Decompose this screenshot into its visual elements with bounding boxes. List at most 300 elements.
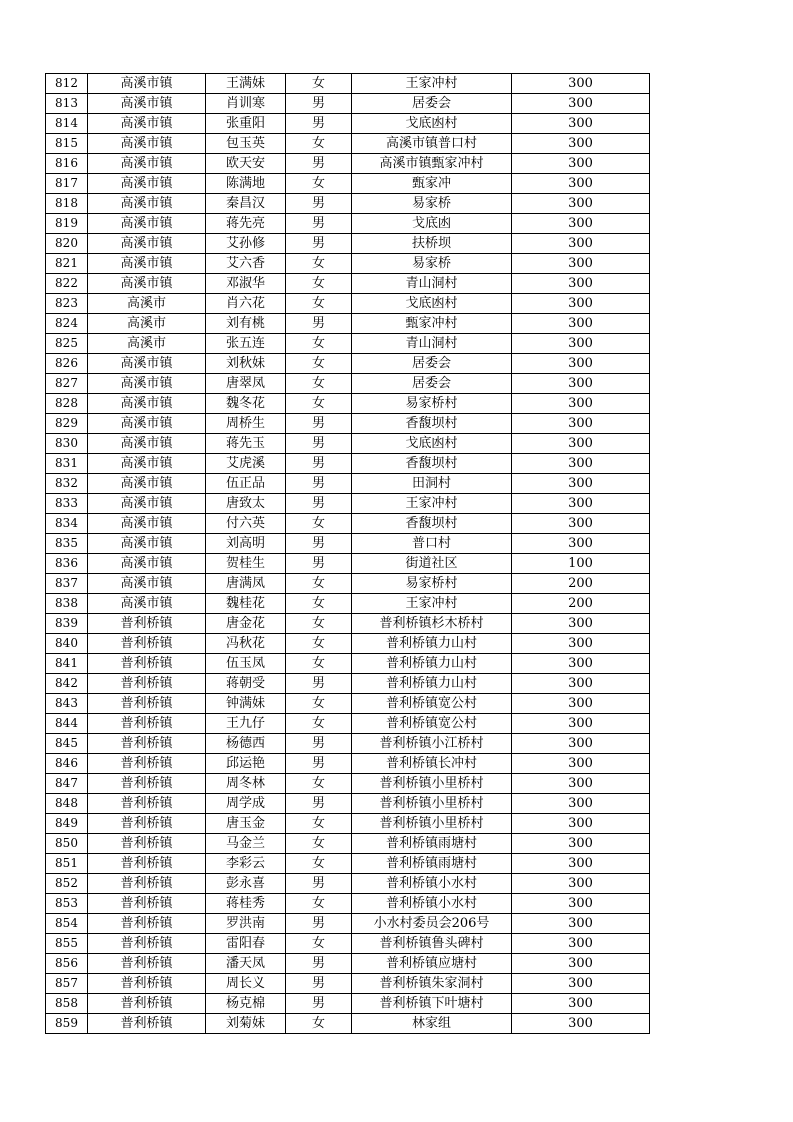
township-cell: 高溪市镇 [88, 254, 206, 274]
address-cell: 居委会 [352, 374, 512, 394]
address-cell: 甄家冲 [352, 174, 512, 194]
row-number-cell: 833 [46, 494, 88, 514]
amount-cell: 300 [512, 354, 650, 374]
amount-cell: 300 [512, 74, 650, 94]
gender-cell: 女 [286, 174, 352, 194]
row-number-cell: 834 [46, 514, 88, 534]
table-row [46, 414, 650, 434]
name-cell: 周长义 [206, 974, 286, 994]
township-cell: 高溪市镇 [88, 234, 206, 254]
gender-cell: 男 [286, 234, 352, 254]
gender-cell: 男 [286, 154, 352, 174]
township-cell: 普利桥镇 [88, 1014, 206, 1034]
gender-cell: 男 [286, 974, 352, 994]
table-row [46, 654, 650, 674]
address-cell: 易家桥 [352, 254, 512, 274]
row-number-cell: 857 [46, 974, 88, 994]
name-cell: 欧天安 [206, 154, 286, 174]
amount-cell: 300 [512, 994, 650, 1014]
township-cell: 高溪市镇 [88, 494, 206, 514]
address-cell: 戈底凼 [352, 214, 512, 234]
gender-cell: 女 [286, 354, 352, 374]
name-cell: 潘天凤 [206, 954, 286, 974]
address-cell: 普利桥镇长冲村 [352, 754, 512, 774]
row-number-cell: 820 [46, 234, 88, 254]
township-cell: 普利桥镇 [88, 914, 206, 934]
gender-cell: 男 [286, 494, 352, 514]
name-cell: 张重阳 [206, 114, 286, 134]
amount-cell: 300 [512, 734, 650, 754]
table-row [46, 794, 650, 814]
address-cell: 普利桥镇雨塘村 [352, 854, 512, 874]
row-number-cell: 837 [46, 574, 88, 594]
address-cell: 高溪市镇普口村 [352, 134, 512, 154]
address-cell: 普利桥镇宽公村 [352, 694, 512, 714]
row-number-cell: 850 [46, 834, 88, 854]
table-row [46, 1014, 650, 1034]
township-cell: 普利桥镇 [88, 634, 206, 654]
table-body [46, 74, 650, 1034]
township-cell: 普利桥镇 [88, 714, 206, 734]
name-cell: 邱运艳 [206, 754, 286, 774]
name-cell: 蒋桂秀 [206, 894, 286, 914]
row-number-cell: 853 [46, 894, 88, 914]
amount-cell: 300 [512, 954, 650, 974]
gender-cell: 女 [286, 614, 352, 634]
address-cell: 林家组 [352, 1014, 512, 1034]
gender-cell: 女 [286, 74, 352, 94]
amount-cell: 300 [512, 514, 650, 534]
address-cell: 普利桥镇下叶塘村 [352, 994, 512, 1014]
gender-cell: 男 [286, 674, 352, 694]
row-number-cell: 838 [46, 594, 88, 614]
amount-cell: 300 [512, 274, 650, 294]
gender-cell: 女 [286, 254, 352, 274]
name-cell: 周学成 [206, 794, 286, 814]
name-cell: 唐致太 [206, 494, 286, 514]
amount-cell: 300 [512, 974, 650, 994]
name-cell: 冯秋花 [206, 634, 286, 654]
gender-cell: 男 [286, 214, 352, 234]
address-cell: 易家桥 [352, 194, 512, 214]
address-cell: 普利桥镇鲁头碑村 [352, 934, 512, 954]
township-cell: 高溪市镇 [88, 434, 206, 454]
name-cell: 伍玉凤 [206, 654, 286, 674]
township-cell: 普利桥镇 [88, 974, 206, 994]
spreadsheet-page [45, 73, 650, 1034]
address-cell: 甄家冲村 [352, 314, 512, 334]
row-number-cell: 840 [46, 634, 88, 654]
gender-cell: 男 [286, 454, 352, 474]
table-row [46, 734, 650, 754]
name-cell: 伍正品 [206, 474, 286, 494]
township-cell: 高溪市镇 [88, 554, 206, 574]
row-number-cell: 821 [46, 254, 88, 274]
gender-cell: 女 [286, 934, 352, 954]
name-cell: 周桥生 [206, 414, 286, 434]
gender-cell: 男 [286, 794, 352, 814]
gender-cell: 女 [286, 714, 352, 734]
table-row [46, 114, 650, 134]
township-cell: 高溪市镇 [88, 574, 206, 594]
row-number-cell: 819 [46, 214, 88, 234]
table-row [46, 954, 650, 974]
amount-cell: 300 [512, 334, 650, 354]
row-number-cell: 830 [46, 434, 88, 454]
table-row [46, 974, 650, 994]
township-cell: 高溪市镇 [88, 214, 206, 234]
table-row [46, 234, 650, 254]
row-number-cell: 822 [46, 274, 88, 294]
amount-cell: 300 [512, 534, 650, 554]
name-cell: 刘高明 [206, 534, 286, 554]
address-cell: 王家冲村 [352, 494, 512, 514]
address-cell: 易家桥村 [352, 394, 512, 414]
name-cell: 艾虎溪 [206, 454, 286, 474]
township-cell: 普利桥镇 [88, 894, 206, 914]
amount-cell: 300 [512, 894, 650, 914]
name-cell: 蒋先亮 [206, 214, 286, 234]
table-row [46, 554, 650, 574]
amount-cell: 300 [512, 254, 650, 274]
name-cell: 唐金花 [206, 614, 286, 634]
amount-cell: 300 [512, 494, 650, 514]
amount-cell: 300 [512, 814, 650, 834]
township-cell: 高溪市镇 [88, 114, 206, 134]
address-cell: 普利桥镇小水村 [352, 874, 512, 894]
gender-cell: 女 [286, 774, 352, 794]
table-row [46, 454, 650, 474]
table-row [46, 594, 650, 614]
township-cell: 高溪市镇 [88, 414, 206, 434]
address-cell: 王家冲村 [352, 74, 512, 94]
township-cell: 普利桥镇 [88, 614, 206, 634]
gender-cell: 男 [286, 734, 352, 754]
gender-cell: 女 [286, 634, 352, 654]
gender-cell: 女 [286, 334, 352, 354]
row-number-cell: 836 [46, 554, 88, 574]
table-row [46, 754, 650, 774]
amount-cell: 300 [512, 834, 650, 854]
township-cell: 高溪市镇 [88, 394, 206, 414]
row-number-cell: 845 [46, 734, 88, 754]
gender-cell: 男 [286, 114, 352, 134]
gender-cell: 男 [286, 434, 352, 454]
name-cell: 蒋朝受 [206, 674, 286, 694]
name-cell: 贺桂生 [206, 554, 286, 574]
gender-cell: 男 [286, 914, 352, 934]
gender-cell: 女 [286, 594, 352, 614]
gender-cell: 女 [286, 854, 352, 874]
table-row [46, 354, 650, 374]
amount-cell: 300 [512, 914, 650, 934]
address-cell: 高溪市镇甄家冲村 [352, 154, 512, 174]
address-cell: 普利桥镇力山村 [352, 634, 512, 654]
township-cell: 高溪市镇 [88, 194, 206, 214]
township-cell: 普利桥镇 [88, 954, 206, 974]
name-cell: 肖训寒 [206, 94, 286, 114]
row-number-cell: 849 [46, 814, 88, 834]
amount-cell: 300 [512, 154, 650, 174]
township-cell: 普利桥镇 [88, 814, 206, 834]
name-cell: 张五连 [206, 334, 286, 354]
table-row [46, 474, 650, 494]
amount-cell: 100 [512, 554, 650, 574]
amount-cell: 200 [512, 594, 650, 614]
amount-cell: 300 [512, 454, 650, 474]
name-cell: 唐满凤 [206, 574, 286, 594]
amount-cell: 300 [512, 714, 650, 734]
name-cell: 秦昌汉 [206, 194, 286, 214]
table-row [46, 434, 650, 454]
township-cell: 高溪市镇 [88, 534, 206, 554]
name-cell: 周冬林 [206, 774, 286, 794]
address-cell: 戈底凼村 [352, 114, 512, 134]
township-cell: 高溪市镇 [88, 154, 206, 174]
row-number-cell: 827 [46, 374, 88, 394]
amount-cell: 300 [512, 374, 650, 394]
name-cell: 魏冬花 [206, 394, 286, 414]
township-cell: 普利桥镇 [88, 994, 206, 1014]
amount-cell: 300 [512, 674, 650, 694]
gender-cell: 男 [286, 474, 352, 494]
gender-cell: 男 [286, 874, 352, 894]
table-row [46, 854, 650, 874]
name-cell: 肖六花 [206, 294, 286, 314]
amount-cell: 300 [512, 114, 650, 134]
township-cell: 高溪市镇 [88, 474, 206, 494]
table-row [46, 994, 650, 1014]
table-row [46, 314, 650, 334]
address-cell: 普利桥镇小里桥村 [352, 814, 512, 834]
table-row [46, 254, 650, 274]
gender-cell: 女 [286, 274, 352, 294]
row-number-cell: 831 [46, 454, 88, 474]
row-number-cell: 817 [46, 174, 88, 194]
amount-cell: 300 [512, 214, 650, 234]
township-cell: 高溪市镇 [88, 594, 206, 614]
name-cell: 蒋先玉 [206, 434, 286, 454]
address-cell: 普利桥镇小江桥村 [352, 734, 512, 754]
amount-cell: 300 [512, 474, 650, 494]
township-cell: 高溪市镇 [88, 374, 206, 394]
address-cell: 王家冲村 [352, 594, 512, 614]
gender-cell: 男 [286, 314, 352, 334]
data-table [45, 73, 650, 1034]
address-cell: 普利桥镇应塘村 [352, 954, 512, 974]
table-row [46, 614, 650, 634]
amount-cell: 300 [512, 794, 650, 814]
gender-cell: 女 [286, 394, 352, 414]
table-row [46, 74, 650, 94]
gender-cell: 女 [286, 574, 352, 594]
gender-cell: 女 [286, 894, 352, 914]
township-cell: 普利桥镇 [88, 694, 206, 714]
amount-cell: 300 [512, 614, 650, 634]
amount-cell: 300 [512, 434, 650, 454]
amount-cell: 300 [512, 694, 650, 714]
name-cell: 雷阳春 [206, 934, 286, 954]
row-number-cell: 859 [46, 1014, 88, 1034]
address-cell: 普利桥镇力山村 [352, 654, 512, 674]
amount-cell: 300 [512, 414, 650, 434]
gender-cell: 男 [286, 534, 352, 554]
table-row [46, 294, 650, 314]
name-cell: 钟满妹 [206, 694, 286, 714]
table-row [46, 94, 650, 114]
table-row [46, 494, 650, 514]
address-cell: 香馥坝村 [352, 454, 512, 474]
amount-cell: 300 [512, 94, 650, 114]
gender-cell: 男 [286, 554, 352, 574]
table-row [46, 694, 650, 714]
table-row [46, 174, 650, 194]
amount-cell: 300 [512, 774, 650, 794]
name-cell: 李彩云 [206, 854, 286, 874]
township-cell: 普利桥镇 [88, 674, 206, 694]
table-row [46, 634, 650, 654]
name-cell: 邓淑华 [206, 274, 286, 294]
row-number-cell: 852 [46, 874, 88, 894]
township-cell: 高溪市镇 [88, 74, 206, 94]
name-cell: 彭永喜 [206, 874, 286, 894]
row-number-cell: 854 [46, 914, 88, 934]
name-cell: 罗洪南 [206, 914, 286, 934]
amount-cell: 200 [512, 574, 650, 594]
amount-cell: 300 [512, 294, 650, 314]
row-number-cell: 846 [46, 754, 88, 774]
township-cell: 普利桥镇 [88, 874, 206, 894]
table-row [46, 274, 650, 294]
table-row [46, 514, 650, 534]
township-cell: 高溪市镇 [88, 354, 206, 374]
address-cell: 香馥坝村 [352, 414, 512, 434]
row-number-cell: 826 [46, 354, 88, 374]
table-row [46, 214, 650, 234]
gender-cell: 男 [286, 994, 352, 1014]
table-row [46, 154, 650, 174]
row-number-cell: 847 [46, 774, 88, 794]
township-cell: 普利桥镇 [88, 754, 206, 774]
row-number-cell: 815 [46, 134, 88, 154]
name-cell: 魏桂花 [206, 594, 286, 614]
table-row [46, 834, 650, 854]
amount-cell: 300 [512, 854, 650, 874]
amount-cell: 300 [512, 174, 650, 194]
name-cell: 刘秋妹 [206, 354, 286, 374]
row-number-cell: 818 [46, 194, 88, 214]
township-cell: 高溪市镇 [88, 94, 206, 114]
row-number-cell: 825 [46, 334, 88, 354]
amount-cell: 300 [512, 634, 650, 654]
table-row [46, 914, 650, 934]
table-row [46, 774, 650, 794]
name-cell: 王满妹 [206, 74, 286, 94]
gender-cell: 女 [286, 694, 352, 714]
address-cell: 普利桥镇力山村 [352, 674, 512, 694]
row-number-cell: 812 [46, 74, 88, 94]
name-cell: 付六英 [206, 514, 286, 534]
table-row [46, 394, 650, 414]
address-cell: 居委会 [352, 94, 512, 114]
table-row [46, 714, 650, 734]
name-cell: 杨德西 [206, 734, 286, 754]
address-cell: 普利桥镇杉木桥村 [352, 614, 512, 634]
gender-cell: 女 [286, 814, 352, 834]
gender-cell: 女 [286, 654, 352, 674]
township-cell: 高溪市镇 [88, 454, 206, 474]
township-cell: 高溪市镇 [88, 274, 206, 294]
township-cell: 高溪市镇 [88, 134, 206, 154]
row-number-cell: 835 [46, 534, 88, 554]
row-number-cell: 839 [46, 614, 88, 634]
row-number-cell: 851 [46, 854, 88, 874]
amount-cell: 300 [512, 654, 650, 674]
address-cell: 普利桥镇雨塘村 [352, 834, 512, 854]
name-cell: 艾孙修 [206, 234, 286, 254]
name-cell: 艾六香 [206, 254, 286, 274]
amount-cell: 300 [512, 234, 650, 254]
table-row [46, 534, 650, 554]
address-cell: 易家桥村 [352, 574, 512, 594]
address-cell: 香馥坝村 [352, 514, 512, 534]
table-row [46, 374, 650, 394]
row-number-cell: 813 [46, 94, 88, 114]
gender-cell: 女 [286, 834, 352, 854]
address-cell: 戈底凼村 [352, 294, 512, 314]
township-cell: 高溪市 [88, 314, 206, 334]
address-cell: 普利桥镇小水村 [352, 894, 512, 914]
table-row [46, 194, 650, 214]
name-cell: 唐玉金 [206, 814, 286, 834]
table-row [46, 674, 650, 694]
township-cell: 普利桥镇 [88, 934, 206, 954]
name-cell: 杨克棉 [206, 994, 286, 1014]
address-cell: 普口村 [352, 534, 512, 554]
row-number-cell: 843 [46, 694, 88, 714]
gender-cell: 男 [286, 954, 352, 974]
name-cell: 刘有桃 [206, 314, 286, 334]
row-number-cell: 816 [46, 154, 88, 174]
gender-cell: 男 [286, 414, 352, 434]
township-cell: 普利桥镇 [88, 834, 206, 854]
name-cell: 唐翠凤 [206, 374, 286, 394]
row-number-cell: 858 [46, 994, 88, 1014]
name-cell: 刘菊妹 [206, 1014, 286, 1034]
township-cell: 普利桥镇 [88, 734, 206, 754]
table-row [46, 934, 650, 954]
row-number-cell: 829 [46, 414, 88, 434]
table-row [46, 814, 650, 834]
amount-cell: 300 [512, 134, 650, 154]
row-number-cell: 855 [46, 934, 88, 954]
amount-cell: 300 [512, 194, 650, 214]
row-number-cell: 848 [46, 794, 88, 814]
gender-cell: 男 [286, 94, 352, 114]
row-number-cell: 814 [46, 114, 88, 134]
row-number-cell: 824 [46, 314, 88, 334]
gender-cell: 男 [286, 194, 352, 214]
row-number-cell: 832 [46, 474, 88, 494]
address-cell: 青山洞村 [352, 334, 512, 354]
amount-cell: 300 [512, 1014, 650, 1034]
row-number-cell: 841 [46, 654, 88, 674]
address-cell: 田洞村 [352, 474, 512, 494]
table-row [46, 334, 650, 354]
address-cell: 居委会 [352, 354, 512, 374]
row-number-cell: 823 [46, 294, 88, 314]
township-cell: 高溪市镇 [88, 174, 206, 194]
